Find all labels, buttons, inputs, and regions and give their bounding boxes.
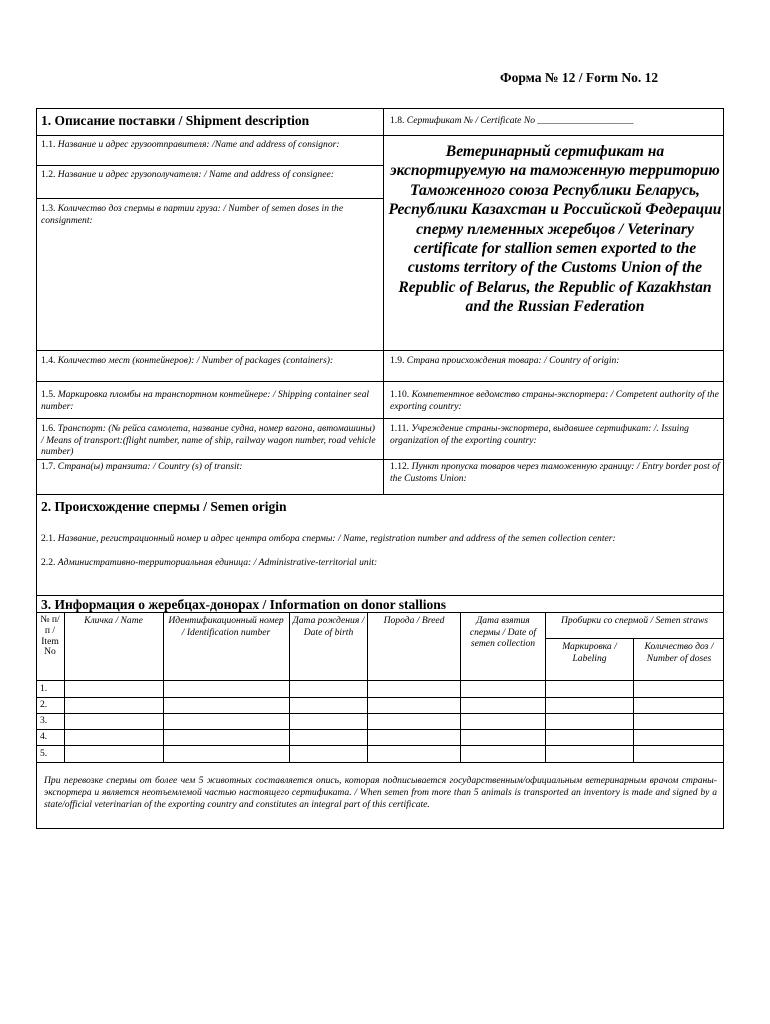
field-2-2[interactable]: 2.2. Административно-территориальная единица: / Administrative-territorial unit:: [41, 557, 378, 568]
field-1-3[interactable]: 1.3. Количество доз спермы в партии груза: / Number of semen doses in the consignment:: [41, 203, 344, 226]
field-1-1[interactable]: 1.1. Название и адрес грузоотправителя: /Name and address of consignor:: [41, 139, 340, 150]
section1-title: 1. Описание поставки / Shipment description: [41, 113, 310, 128]
col-header-dob: Дата рождения / Date of birth: [292, 615, 365, 638]
field-1-4[interactable]: 1.4. Количество мест (контейнеров): / Number of packages (containers):: [41, 355, 334, 366]
rule: [36, 350, 724, 351]
col-rule: [545, 612, 546, 762]
field-1-5[interactable]: 1.5. Маркировка пломбы на транспортном контейнере: / Shipping container seal number:: [41, 389, 370, 412]
footer-note: При перевозке спермы от более чем 5 животных составляется опись, которая подписывается государственным/официальным ветеринарным врачом страны-экспортера и является неотъемлемой частью настоящего сертификата. / When semen from more than 5 animals is transported an inventory is made and signed by a state/official veterinarian of the exporting country and constitutes an integral part of this certificate.: [44, 775, 717, 810]
col-header-num: № п/п / Item No: [40, 614, 60, 658]
section2-title: 2. Происхождение спермы / Semen origin: [41, 499, 287, 514]
field-1-12[interactable]: 1.12. Пункт пропуска товаров через таможенную границу: / Entry border post of the Customs Union:: [390, 461, 720, 484]
col-rule: [460, 612, 461, 762]
rule: [36, 165, 383, 166]
rule: [36, 418, 724, 419]
rule: [36, 612, 724, 613]
rule: [36, 729, 724, 730]
col-header-name: Кличка / Name: [84, 615, 143, 626]
field-1-2[interactable]: 1.2. Название и адрес грузополучателя: / Name and address of consignee:: [41, 169, 334, 180]
field-1-6[interactable]: 1.6. Транспорт: (№ рейса самолета, название судна, номер вагона, автомашины) / Means of transport:(flight number, name of ship, railway wagon number, road vehicle number): [41, 423, 376, 457]
table-row: 5.: [40, 748, 48, 759]
rule: [36, 697, 724, 698]
table-row: 1.: [40, 683, 48, 694]
col-header-doses: Количество доз / Number of doses: [644, 641, 714, 664]
rule: [36, 762, 724, 763]
table-row: 3.: [40, 715, 48, 726]
rule: [36, 680, 724, 681]
field-1-11[interactable]: 1.11. Учреждение страны-экспортера, выдавшее сертификат: /. Issuing organization of the exporting country:: [390, 423, 689, 446]
col-rule: [163, 612, 164, 762]
col-header-collection: Дата взятия спермы / Date of semen collection: [469, 615, 537, 649]
section1-divider: [383, 108, 384, 495]
field-1-9[interactable]: 1.9. Страна происхождения товара: / Country of origin:: [390, 355, 620, 366]
rule: [36, 381, 724, 382]
section3-title: 3. Информация о жеребцах-донорах / Information on donor stallions: [41, 597, 447, 612]
rule: [36, 459, 724, 460]
col-header-straws: Пробирки со спермой / Semen straws: [560, 615, 709, 626]
rule: [545, 638, 724, 639]
rule: [36, 713, 724, 714]
col-header-labeling: Маркировка / Labeling: [562, 641, 617, 664]
field-2-1[interactable]: 2.1. Название, регистрационный номер и адрес центра отбора спермы: / Name, registration number and address of the semen collection center:: [41, 533, 616, 544]
certificate-title: Ветеринарный сертификат на экспортируемую на таможенную территорию Таможенного союза Республики Беларусь, Республики Казахстан и Российской Федерации сперму племенных жеребцов / Veterinary certificate for stallion semen exported to the customs territory of the Customs Union of the Republic of Belarus, the Republic of Kazakhstan and the Russian Federation: [388, 143, 722, 316]
table-row: 4.: [40, 731, 48, 742]
col-header-id: Идентификационный номер / Identification number: [168, 615, 284, 638]
col-rule: [289, 612, 290, 762]
rule: [36, 198, 383, 199]
rule: [36, 745, 724, 746]
field-1-10[interactable]: 1.10. Компетентное ведомство страны-экспортера: / Competent authority of the exporting country:: [390, 389, 719, 412]
field-1-7[interactable]: 1.7. Страна(ы) транзита: / Country (s) of transit:: [41, 461, 243, 472]
rule: [36, 135, 724, 136]
table-row: 2.: [40, 699, 48, 710]
col-header-breed: Порода / Breed: [383, 615, 445, 626]
form-number: Форма № 12 / Form No. 12: [500, 70, 659, 85]
col-rule: [64, 612, 65, 762]
field-1-8[interactable]: 1.8. Сертификат № / Certificate No ____________________: [390, 115, 634, 126]
col-rule: [367, 612, 368, 762]
col-rule: [633, 638, 634, 762]
